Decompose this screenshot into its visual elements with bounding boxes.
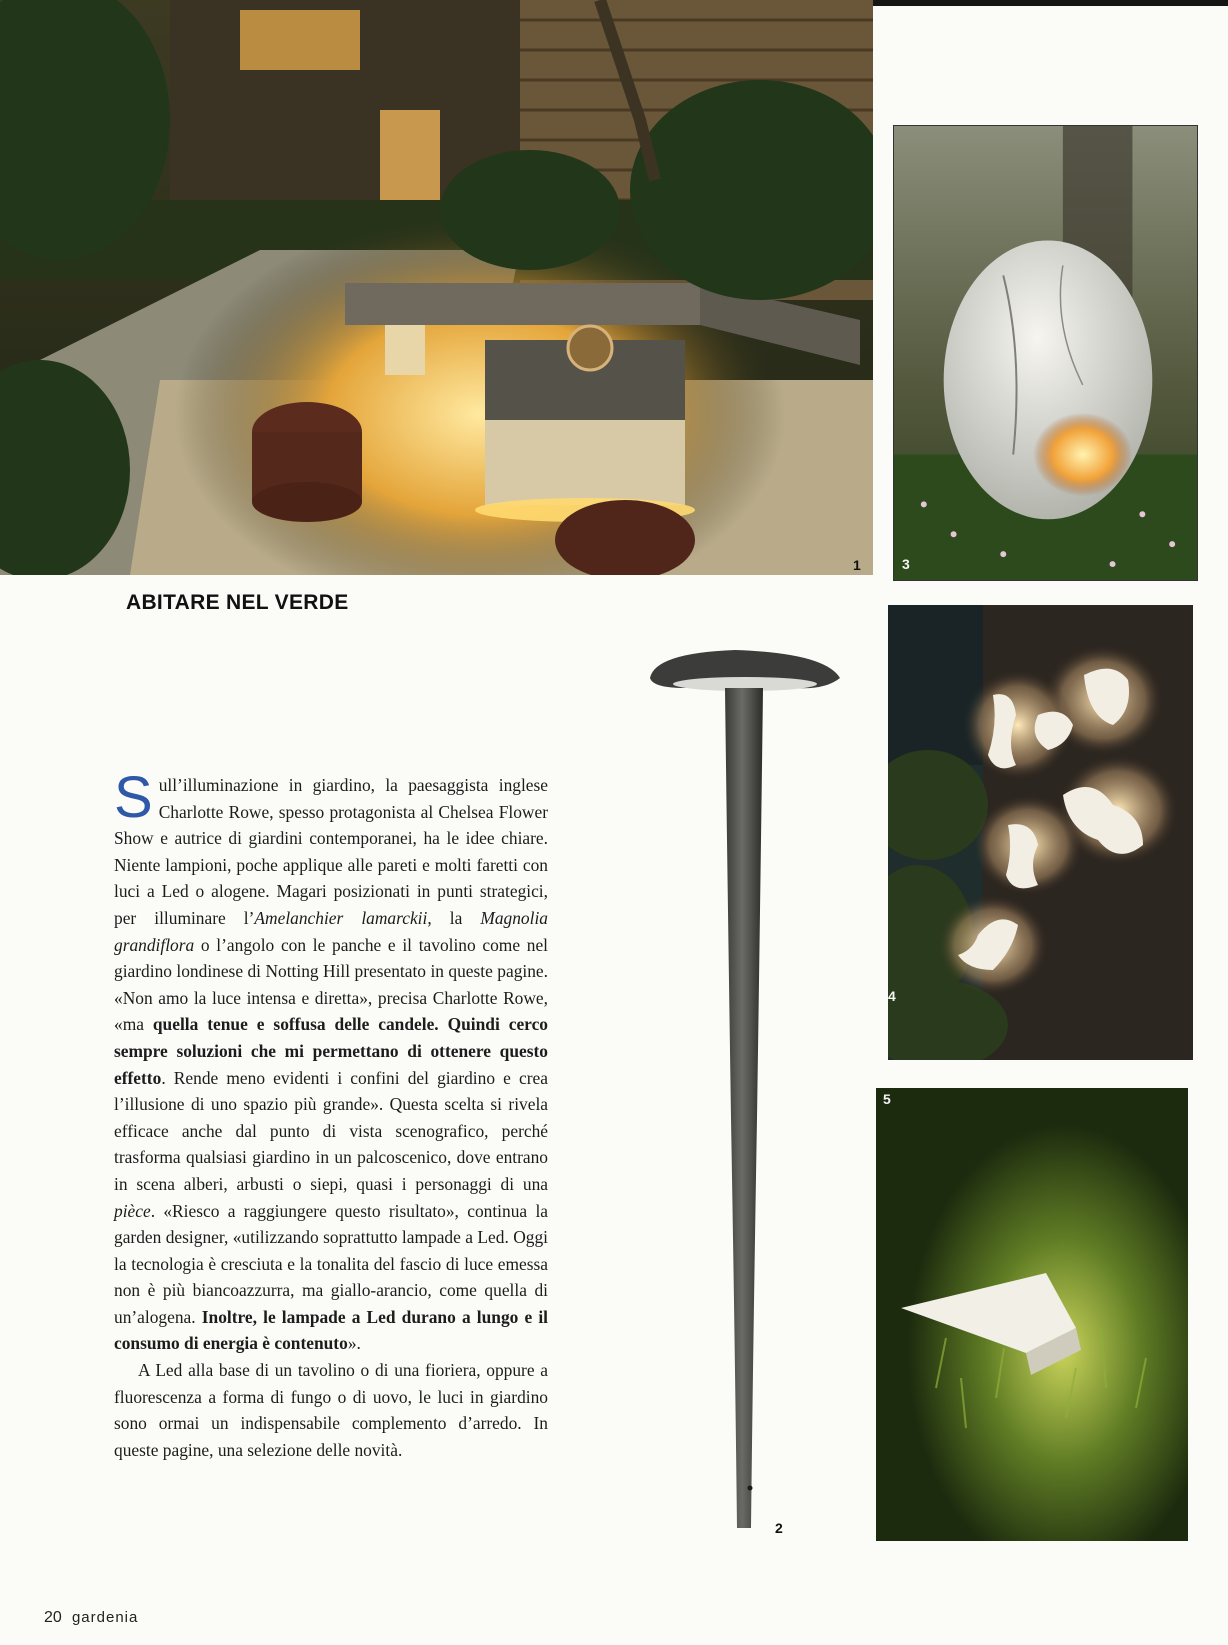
- garden-terrace-photo: [0, 0, 873, 575]
- page-footer: [44, 1609, 138, 1627]
- article-text: . «Riesco a raggiungere questo risultato», continua la garden designer, «utilizzando soprattutto lampade a Led. Oggi la tecnologia è cresciuta e la tonalita del fascio di luce emessa non è più biancoazzurra, ma giallo-arancio, come quella di un’alogena.: [114, 1200, 548, 1327]
- photo-number-3: 3: [902, 556, 910, 572]
- article-paragraph-1: [114, 765, 548, 1357]
- drop-cap: S: [114, 765, 153, 830]
- grass-light-photo: [876, 1088, 1188, 1541]
- photo-number-5: 5: [883, 1091, 891, 1107]
- article-text: ull’illuminazione in giardino, la paesaggista inglese Charlotte Rowe, spesso protagonista al Chelsea Flower Show e autrice di giardini contemporanei, ha le idee chiare. Niente lampioni, poche applique alle pareti e molti faretti con luci a Led o alogene. Magari posizionati in punti strategici, per illuminare l’: [114, 775, 548, 928]
- article-text: , la: [427, 907, 481, 928]
- article-body: [114, 765, 548, 1463]
- article-text: . Rende meno evidenti i confini del giardino e crea l’illusione di uno spazio più grande». Questa scelta si rivela efficace anche dal punto di vista scenografico, perché trasforma qualsiasi giardino in un palcoscenico, dove entrano in scena alberi, arbusti o siepi, quasi i personaggi di una: [114, 1067, 548, 1194]
- mushroom-lamp-photo: [645, 648, 845, 1538]
- photo-number-1: 1: [853, 557, 861, 573]
- wall-stone-lights-photo: [888, 605, 1193, 1060]
- photo-number-2: 2: [775, 1520, 783, 1536]
- article-bold-text: quella tenue e soffusa delle candele. Quindi cerco sempre soluzioni che mi permettano di ottenere questo effetto: [114, 1014, 548, 1088]
- article-italic-text: Magnolia grandiflora: [114, 907, 548, 955]
- article-paragraph-2: A Led alla base di un tavolino o di una fioriera, oppure a fluorescenza a forma di fungo o di uovo, le luci in giardino sono ormai un indispensabile complemento d’arredo. In queste pagine, una selezione delle novità.: [114, 1360, 548, 1460]
- article-bold-text: Inoltre, le lampade a Led durano a lungo e il consumo di energia è contenuto: [114, 1306, 548, 1354]
- section-title: ABITARE NEL VERDE: [126, 591, 349, 614]
- page-number: 20: [44, 1609, 62, 1626]
- magazine-name: gardenia: [71, 1609, 139, 1626]
- article-text: o l’angolo con le panche e il tavolino come nel giardino londinese di Notting Hill presentato in queste pagine. «Non amo la luce intensa e diretta», precisa Charlotte Rowe, «ma: [114, 934, 548, 1035]
- article-italic-text: Amelanchier lamarckii: [254, 907, 428, 928]
- article-italic-text: pièce: [114, 1200, 151, 1221]
- photo-number-4: 4: [888, 988, 896, 1004]
- egg-lamp-photo: [893, 125, 1198, 581]
- article-text: ».: [347, 1333, 361, 1354]
